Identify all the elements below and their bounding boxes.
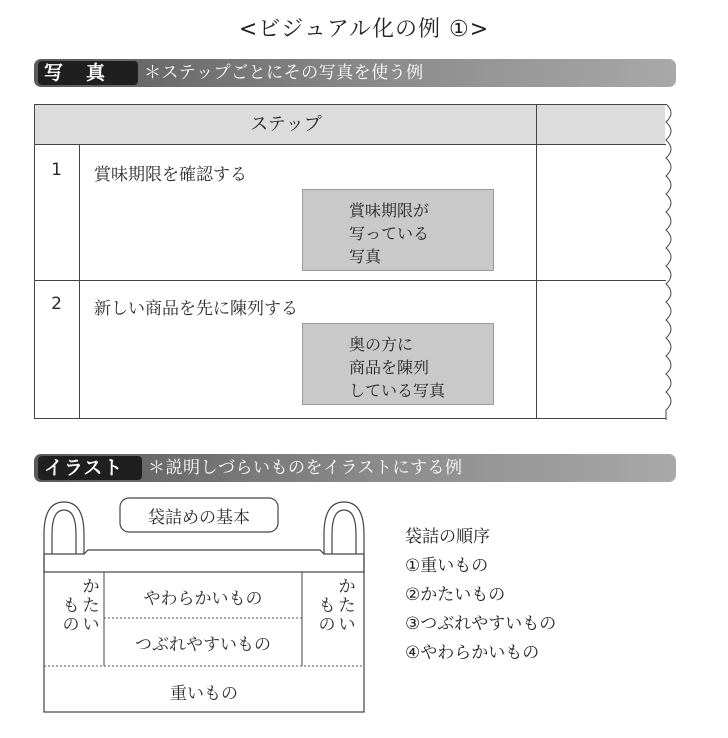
illust-section-label: イラスト bbox=[38, 456, 142, 480]
photo-caption-line: している写真 bbox=[349, 381, 446, 400]
photo-caption-line: 賞味期限が bbox=[349, 201, 430, 220]
table-border-left bbox=[34, 104, 35, 419]
packing-order-title: 袋詰の順序 bbox=[405, 527, 490, 547]
bag-left-char: の bbox=[62, 615, 80, 635]
photo-caption-line: 写っている bbox=[349, 224, 430, 243]
bag-left-char: も bbox=[62, 596, 80, 616]
table-border-right-col bbox=[536, 104, 537, 419]
page-title: <ビジュアル化の例 ①> bbox=[238, 17, 490, 42]
row-1-step: 賞味期限を確認する bbox=[94, 165, 247, 185]
photo-caption-line: 奥の方に bbox=[349, 335, 414, 354]
photo-caption-line: 商品を陳列 bbox=[349, 358, 430, 377]
photo-section-bar bbox=[34, 59, 676, 87]
bag-handle-right-inner bbox=[332, 510, 356, 554]
bag-crushable-items: つぶれやすいもの bbox=[135, 635, 271, 655]
row-2-step: 新しい商品を先に陳列する bbox=[94, 299, 298, 319]
bag-right-char: か bbox=[338, 577, 356, 597]
row-2-photo-placeholder bbox=[302, 323, 494, 405]
packing-order-item: ①重いもの bbox=[405, 556, 489, 576]
bag-soft-items: やわらかいもの bbox=[143, 589, 263, 609]
table-header-step: ステップ bbox=[250, 114, 322, 135]
row-1-number: 1 bbox=[51, 160, 62, 180]
packing-order-item: ③つぶれやすいもの bbox=[405, 614, 557, 634]
steps-table bbox=[34, 104, 680, 420]
bag-handle-right bbox=[324, 502, 364, 572]
bag-right-char: の bbox=[318, 615, 336, 635]
bag-heavy-items: 重いもの bbox=[170, 684, 238, 704]
packing-order-item: ②かたいもの bbox=[405, 585, 506, 605]
bag-right-char: い bbox=[338, 615, 356, 635]
bag-left-char: い bbox=[82, 615, 100, 635]
bag-handle-left-inner bbox=[52, 510, 76, 554]
table-border-bottom bbox=[34, 418, 666, 419]
packing-order-item: ④やわらかいもの bbox=[405, 643, 540, 663]
table-border-row bbox=[34, 280, 666, 281]
torn-edge bbox=[658, 104, 678, 420]
bag-title: 袋詰めの基本 bbox=[148, 508, 250, 528]
table-border-header bbox=[34, 144, 666, 145]
table-border-num bbox=[79, 144, 80, 419]
packing-order-list bbox=[405, 523, 556, 668]
table-header bbox=[35, 105, 665, 144]
photo-section-label: 写 真 bbox=[38, 61, 138, 85]
bag-left-char: た bbox=[82, 596, 100, 616]
bag-top-edge bbox=[44, 550, 364, 572]
illust-section-note: ＊説明しづらいものをイラストにする例 bbox=[148, 458, 463, 478]
row-2-number: 2 bbox=[51, 294, 62, 314]
row-1-photo-placeholder bbox=[302, 189, 494, 271]
bag-right-char: も bbox=[318, 596, 336, 616]
photo-section-note: ＊ステップごとにその写真を使う例 bbox=[144, 63, 424, 83]
bag-right-char: た bbox=[338, 596, 356, 616]
bag-left-char: か bbox=[82, 577, 100, 597]
illust-section-bar bbox=[34, 454, 676, 482]
photo-caption-line: 写真 bbox=[349, 247, 382, 266]
bag-handle-left bbox=[44, 502, 84, 572]
table-border-top bbox=[34, 104, 666, 105]
